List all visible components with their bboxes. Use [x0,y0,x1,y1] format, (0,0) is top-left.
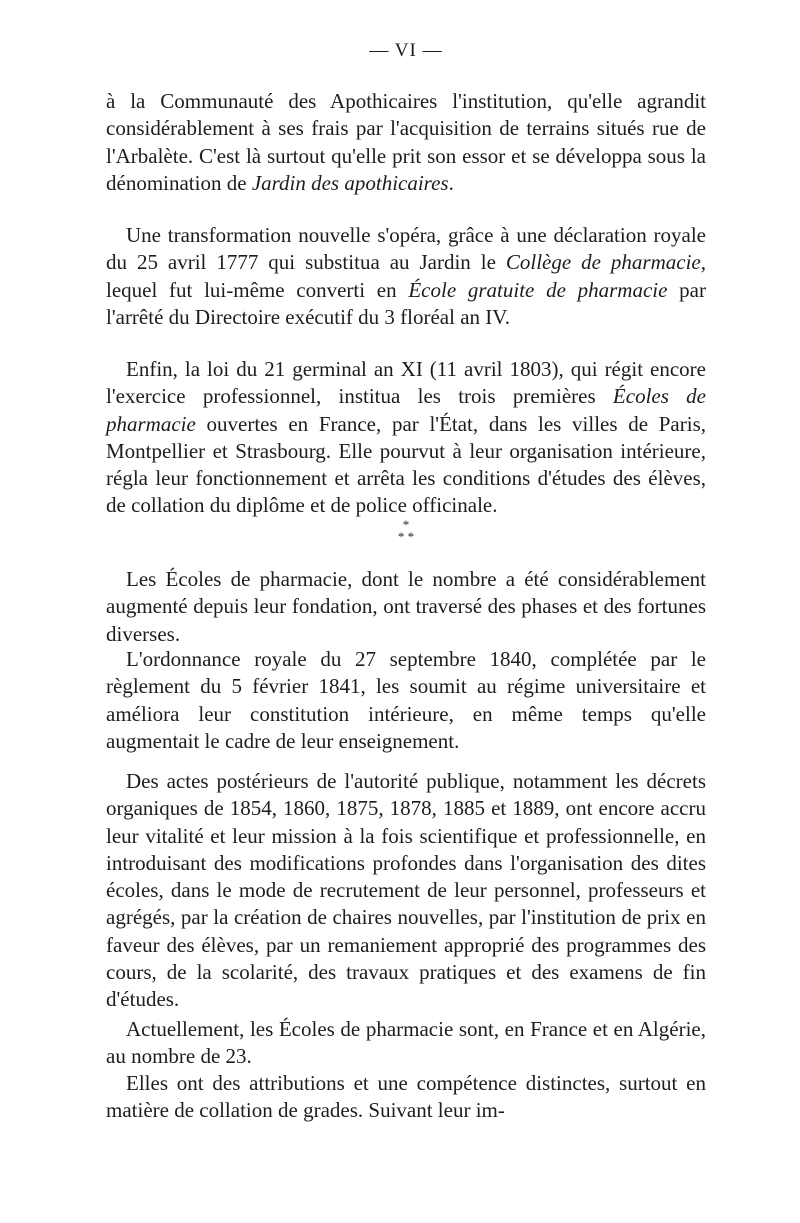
paragraph-5: L'ordonnance royale du 27 septembre 1840, complétée par le règlement du 5 février 1841, les soumit au régime universitaire et améliora leur constitution intérieure, en même temps qu'elle augmentait le cadre de leur enseignement. [106,647,706,753]
italic-ecole: École gratuite de pharmacie [408,277,668,302]
separator-stars-bottom: * * [397,529,415,544]
italic-college: Collège de pharmacie, [505,250,706,275]
paragraph-7: Actuellement, les Écoles de pharmacie sont, en France et en Algérie, au nombre de 23. [106,1017,706,1069]
separator-star-top: * [402,517,410,532]
paragraph-4: Les Écoles de pharmacie, dont le nombre a été considérablement augmenté depuis leur fondation, ont traversé des phases et des fortunes diverses. [106,567,706,646]
paragraph-8: Elles ont des attributions et une compétence distinctes, surtout en matière de collation de grades. Suivant leur im- [106,1071,706,1123]
paragraph-6: Des actes postérieurs de l'autorité publique, notamment les décrets organiques de 1854, 1860, 1875, 1878, 1885 et 1889, ont encore accru leur vitalité et leur mission à la fois scientifique et professionnelle, en introduisant des modifications profondes dans l'organisation des dites écoles, dans le mode de recrutement de leur personnel, professeurs et agrégés, par la création de chaires nouvelles, par l'institution de prix en faveur des élèves, par un remaniement approprié des programmes des cours, de la scolarité, des travaux pratiques et des examens de fin d'études. [106,769,706,1012]
paragraph-3: Enfin, la loi du 21 germinal an XI (11 avril 1803), qui régit encore l'exercice professionnel, institua les trois premières Écoles de pharmacie ouvertes en France, par l'État, dans les villes de Paris, Montpellier et Strasbourg. Elle pourvut à leur organisation intérieure, régla leur fonctionnement et arrêta les conditions d'études des élèves, de collation du diplôme et de police officinale. [106,357,706,518]
paragraph-2: Une transformation nouvelle s'opéra, grâce à une déclaration royale du 25 avril 1777 qui substitua au Jardin le Collège de pharmacie, lequel fut lui-même converti en École gratuite de pharmacie par l'arrêté du Directoire exécutif du 3 floréal an IV. [106,223,706,329]
book-page [106,0,706,1223]
paragraph-1: à la Communauté des Apothicaires l'institution, qu'elle agrandit considérablement à ses frais par l'acquisition de terrains situés rue de l'Arbalète. C'est là surtout qu'elle prit son essor et se développa sous la dénomination de Jardin des apothicaires. [106,89,706,195]
page-number: — VI — [369,40,443,61]
italic-jardin: Jardin des apothicaires [251,170,449,195]
italic-ecoles: Écoles de pharmacie [106,384,706,436]
